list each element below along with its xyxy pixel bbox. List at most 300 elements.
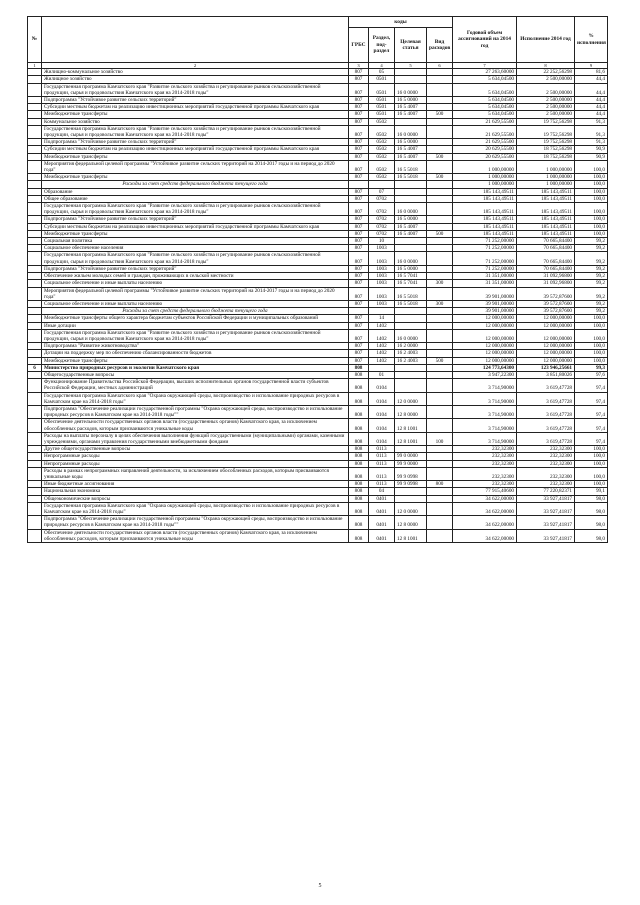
row-number bbox=[28, 118, 42, 125]
row-target-item-code bbox=[395, 188, 427, 195]
row-annual-allocation: 185 143,49511 bbox=[453, 188, 517, 195]
row-execution: 70 665,84400 bbox=[517, 238, 575, 245]
row-section-code: 1003 bbox=[369, 265, 395, 272]
row-annual-allocation: 31 351,00000 bbox=[453, 280, 517, 287]
row-execution: 1 000,00000 bbox=[517, 174, 575, 181]
row-target-item-code: 12 8 0000 bbox=[395, 405, 427, 418]
row-grbs-code: 807 bbox=[349, 273, 369, 280]
row-grbs-code: 807 bbox=[349, 146, 369, 153]
row-annual-allocation: 34 622,00000 bbox=[453, 495, 517, 502]
row-expense-type-code bbox=[427, 343, 453, 350]
row-execution-percent: 44,4 bbox=[575, 111, 608, 118]
row-target-item-code bbox=[395, 308, 427, 315]
row-execution-percent: 99,2 bbox=[575, 280, 608, 287]
row-section-code: 0502 bbox=[369, 174, 395, 181]
row-name: Подпрограмма "Устойчивое развитие сельских территорий" bbox=[42, 97, 349, 104]
row-grbs-code: 808 bbox=[349, 446, 369, 453]
row-execution: 33 927,41817 bbox=[517, 502, 575, 515]
table-row bbox=[28, 245, 608, 252]
row-section-code: 1003 bbox=[369, 300, 395, 307]
row-number bbox=[28, 97, 42, 104]
row-execution: 232,32300 bbox=[517, 460, 575, 467]
table-row bbox=[28, 203, 608, 216]
row-grbs-code: 808 bbox=[349, 392, 369, 405]
row-number bbox=[28, 139, 42, 146]
row-expense-type-code bbox=[427, 329, 453, 342]
row-section-code: 05 bbox=[369, 69, 395, 76]
row-execution-percent: 99,2 bbox=[575, 245, 608, 252]
row-execution: 33 927,41817 bbox=[517, 529, 575, 542]
row-name: Подпрограмма "Развитие животноводства" bbox=[42, 343, 349, 350]
row-execution-percent: 100,0 bbox=[575, 467, 608, 480]
row-section-code: 04 bbox=[369, 488, 395, 495]
header-target-item: Целевая статья bbox=[395, 28, 427, 63]
row-name: Подпрограмма "Обеспечение реализации государственной программы "Охрана окружающей среды, воспроизводство и использование природных ресурсов в Камчатском крае на 2014-2018 годы"" bbox=[42, 405, 349, 418]
row-grbs-code: 807 bbox=[349, 350, 369, 357]
row-annual-allocation: 34 622,00000 bbox=[453, 502, 517, 515]
row-execution-percent: 100,0 bbox=[575, 216, 608, 223]
row-annual-allocation: 5 634,04500 bbox=[453, 83, 517, 96]
row-section-code: 1003 bbox=[369, 245, 395, 252]
row-execution-percent: 98,0 bbox=[575, 516, 608, 529]
row-execution-percent: 81,6 bbox=[575, 69, 608, 76]
row-expense-type-code: 500 bbox=[427, 357, 453, 364]
row-target-item-code bbox=[395, 371, 427, 378]
row-target-item-code: 16 5 0000 bbox=[395, 216, 427, 223]
row-grbs-code: 807 bbox=[349, 245, 369, 252]
row-target-item-code: 16 5 0000 bbox=[395, 97, 427, 104]
row-execution-percent: 100,0 bbox=[575, 174, 608, 181]
row-execution-percent: 97,4 bbox=[575, 405, 608, 418]
row-section-code: 0113 bbox=[369, 481, 395, 488]
row-section-code: 0502 bbox=[369, 153, 395, 160]
row-annual-allocation: 5 634,04500 bbox=[453, 104, 517, 111]
row-number bbox=[28, 153, 42, 160]
row-grbs-code: 807 bbox=[349, 252, 369, 265]
row-expense-type-code bbox=[427, 419, 453, 432]
table-row bbox=[28, 238, 608, 245]
row-annual-allocation: 12 000,00000 bbox=[453, 357, 517, 364]
table-row bbox=[28, 104, 608, 111]
row-annual-allocation: 3 714,90000 bbox=[453, 379, 517, 392]
table-row bbox=[28, 350, 608, 357]
table-row bbox=[28, 118, 608, 125]
row-grbs-code: 807 bbox=[349, 195, 369, 202]
row-section-code: 1003 bbox=[369, 273, 395, 280]
row-execution: 1 000,00000 bbox=[517, 160, 575, 173]
row-annual-allocation: 3 714,90000 bbox=[453, 419, 517, 432]
row-section-code: 0501 bbox=[369, 83, 395, 96]
row-grbs-code: 807 bbox=[349, 230, 369, 237]
row-annual-allocation: 185 143,49511 bbox=[453, 230, 517, 237]
row-grbs-code: 807 bbox=[349, 357, 369, 364]
row-name: Общеэкономические вопросы bbox=[42, 495, 349, 502]
row-expense-type-code bbox=[427, 502, 453, 515]
row-target-item-code bbox=[395, 118, 427, 125]
row-section-code: 0502 bbox=[369, 139, 395, 146]
row-name: Обеспечение деятельности государственных органов власти (государственных органов) Камчатского края, за исключением обособленных расходов, которым присваиваются уникальные коды bbox=[42, 419, 349, 432]
row-expense-type-code bbox=[427, 308, 453, 315]
row-execution: 39 572,87600 bbox=[517, 308, 575, 315]
row-execution-percent: 100,0 bbox=[575, 322, 608, 329]
row-annual-allocation: 27 263,60000 bbox=[453, 69, 517, 76]
row-execution-percent: 99,2 bbox=[575, 273, 608, 280]
row-name: Мероприятия федеральной целевой программы "Устойчивое развитие сельских территорий на 2014-2017 годы и на период до 2020 года" bbox=[42, 287, 349, 300]
row-section-code: 0502 bbox=[369, 146, 395, 153]
row-expense-type-code bbox=[427, 446, 453, 453]
row-section-code bbox=[369, 364, 395, 371]
row-grbs-code: 808 bbox=[349, 467, 369, 480]
row-section-code: 0104 bbox=[369, 405, 395, 418]
row-expense-type-code bbox=[427, 83, 453, 96]
row-execution: 3 619,47728 bbox=[517, 392, 575, 405]
row-name: Другие общегосударственные вопросы bbox=[42, 446, 349, 453]
row-target-item-code: 16 5 4007 bbox=[395, 104, 427, 111]
row-target-item-code bbox=[395, 322, 427, 329]
table-row bbox=[28, 139, 608, 146]
row-target-item-code: 99 9 0998 bbox=[395, 467, 427, 480]
row-execution-percent: 91,3 bbox=[575, 125, 608, 138]
budget-report-page bbox=[27, 16, 607, 543]
row-grbs-code: 808 bbox=[349, 516, 369, 529]
table-row bbox=[28, 357, 608, 364]
row-execution-percent: 100,0 bbox=[575, 181, 608, 188]
column-number: 1 bbox=[28, 63, 42, 69]
row-section-code bbox=[369, 181, 395, 188]
row-number bbox=[28, 230, 42, 237]
row-number bbox=[28, 322, 42, 329]
row-annual-allocation: 12 000,00000 bbox=[453, 329, 517, 342]
table-row bbox=[28, 495, 608, 502]
row-execution: 2 500,00000 bbox=[517, 111, 575, 118]
row-expense-type-code bbox=[427, 69, 453, 76]
row-execution-percent: 97,4 bbox=[575, 392, 608, 405]
row-section-code: 0401 bbox=[369, 529, 395, 542]
table-row bbox=[28, 405, 608, 418]
row-grbs-code: 808 bbox=[349, 488, 369, 495]
row-annual-allocation: 3 714,90000 bbox=[453, 432, 517, 445]
row-number bbox=[28, 432, 42, 445]
table-row bbox=[28, 160, 608, 173]
row-execution-percent: 98,0 bbox=[575, 502, 608, 515]
row-number bbox=[28, 265, 42, 272]
row-grbs-code: 807 bbox=[349, 203, 369, 216]
row-execution: 31 092,96800 bbox=[517, 273, 575, 280]
row-section-code: 1402 bbox=[369, 350, 395, 357]
row-section-code: 0702 bbox=[369, 230, 395, 237]
row-grbs-code: 808 bbox=[349, 432, 369, 445]
row-number bbox=[28, 188, 42, 195]
row-number bbox=[28, 287, 42, 300]
row-annual-allocation: 39 901,00000 bbox=[453, 308, 517, 315]
row-execution: 2 500,00000 bbox=[517, 83, 575, 96]
row-expense-type-code bbox=[427, 195, 453, 202]
row-target-item-code bbox=[395, 181, 427, 188]
row-number bbox=[28, 350, 42, 357]
row-section-code: 0113 bbox=[369, 453, 395, 460]
row-target-item-code: 16 5 4007 bbox=[395, 223, 427, 230]
row-section-code: 0702 bbox=[369, 216, 395, 223]
row-grbs-code: 808 bbox=[349, 453, 369, 460]
table-row bbox=[28, 379, 608, 392]
row-execution: 2 500,00000 bbox=[517, 76, 575, 83]
row-execution: 18 752,56298 bbox=[517, 146, 575, 153]
row-annual-allocation: 21 629,55500 bbox=[453, 118, 517, 125]
row-target-item-code: 99 9 0998 bbox=[395, 481, 427, 488]
row-execution: 70 665,84400 bbox=[517, 245, 575, 252]
row-execution-percent: 99,3 bbox=[575, 364, 608, 371]
row-target-item-code: 16 5 4007 bbox=[395, 153, 427, 160]
row-annual-allocation: 185 143,49511 bbox=[453, 195, 517, 202]
row-execution-percent: 44,4 bbox=[575, 83, 608, 96]
row-expense-type-code: 100 bbox=[427, 432, 453, 445]
row-name: Обеспечение жильем молодых семей и граждан, проживающих в сельской местности bbox=[42, 273, 349, 280]
column-number: 4 bbox=[369, 63, 395, 69]
row-number bbox=[28, 238, 42, 245]
table-row bbox=[28, 153, 608, 160]
row-expense-type-code bbox=[427, 495, 453, 502]
row-execution-percent: 100,0 bbox=[575, 160, 608, 173]
row-name: Министерство природных ресурсов и экологии Камчатского края bbox=[42, 364, 349, 371]
row-execution: 1 000,00000 bbox=[517, 181, 575, 188]
row-execution: 18 752,56298 bbox=[517, 153, 575, 160]
row-grbs-code: 807 bbox=[349, 265, 369, 272]
row-section-code: 1003 bbox=[369, 280, 395, 287]
row-number bbox=[28, 111, 42, 118]
row-expense-type-code bbox=[427, 223, 453, 230]
row-expense-type-code bbox=[427, 467, 453, 480]
row-expense-type-code bbox=[427, 405, 453, 418]
row-expense-type-code bbox=[427, 203, 453, 216]
row-section-code: 1402 bbox=[369, 357, 395, 364]
table-row bbox=[28, 111, 608, 118]
row-execution-percent: 100,0 bbox=[575, 223, 608, 230]
row-section-code: 1402 bbox=[369, 329, 395, 342]
row-expense-type-code: 800 bbox=[427, 481, 453, 488]
row-target-item-code: 16 2 4003 bbox=[395, 357, 427, 364]
row-name: Подпрограмма "Устойчивое развитие сельских территорий" bbox=[42, 265, 349, 272]
header-execution: Исполнение 2014 год bbox=[517, 17, 575, 63]
row-annual-allocation: 20 629,55500 bbox=[453, 146, 517, 153]
row-target-item-code bbox=[395, 76, 427, 83]
table-row bbox=[28, 125, 608, 138]
row-number bbox=[28, 83, 42, 96]
table-row bbox=[28, 181, 608, 188]
table-row bbox=[28, 329, 608, 342]
header-codes: коды bbox=[349, 17, 453, 28]
row-expense-type-code bbox=[427, 453, 453, 460]
row-grbs-code: 808 bbox=[349, 495, 369, 502]
row-execution: 185 143,49511 bbox=[517, 188, 575, 195]
row-execution-percent: 100,0 bbox=[575, 343, 608, 350]
row-grbs-code: 808 bbox=[349, 371, 369, 378]
row-number bbox=[28, 300, 42, 307]
row-name: Общее образование bbox=[42, 195, 349, 202]
row-section-code bbox=[369, 308, 395, 315]
row-target-item-code bbox=[395, 238, 427, 245]
row-section-code: 0501 bbox=[369, 97, 395, 104]
row-name: Расходы за счет средств федерального бюджета текущего года bbox=[42, 308, 349, 315]
table-row bbox=[28, 230, 608, 237]
table-row bbox=[28, 453, 608, 460]
row-name: Социальное обеспечение и иные выплаты населению bbox=[42, 280, 349, 287]
row-expense-type-code: 500 bbox=[427, 174, 453, 181]
row-annual-allocation: 1 000,00000 bbox=[453, 174, 517, 181]
row-number bbox=[28, 481, 42, 488]
row-execution-percent: 100,0 bbox=[575, 329, 608, 342]
row-number bbox=[28, 245, 42, 252]
row-number bbox=[28, 280, 42, 287]
row-execution: 185 143,49511 bbox=[517, 230, 575, 237]
row-section-code: 0702 bbox=[369, 223, 395, 230]
row-name: Субсидии местным бюджетам на реализацию инвестиционных мероприятий государственной программы Камчатского края bbox=[42, 223, 349, 230]
row-execution-percent: 100,0 bbox=[575, 203, 608, 216]
row-grbs-code: 807 bbox=[349, 343, 369, 350]
row-section-code: 0401 bbox=[369, 502, 395, 515]
row-expense-type-code bbox=[427, 188, 453, 195]
row-target-item-code bbox=[395, 379, 427, 392]
row-number bbox=[28, 495, 42, 502]
row-execution-percent: 90,9 bbox=[575, 146, 608, 153]
row-name: Государственная программа Камчатского края "Развитие сельского хозяйства и регулирование рынков сельскохозяйственной продукции, сырья и продовольствия Камчатского края на 2014-2018 годы" bbox=[42, 203, 349, 216]
row-grbs-code: 807 bbox=[349, 329, 369, 342]
table-row bbox=[28, 188, 608, 195]
row-name: Государственная программа Камчатского края "Развитие сельского хозяйства и регулирование рынков сельскохозяйственной продукции, сырья и продовольствия Камчатского края на 2014-2018 годы" bbox=[42, 83, 349, 96]
header-name bbox=[42, 17, 349, 63]
row-section-code: 0702 bbox=[369, 195, 395, 202]
row-grbs-code bbox=[349, 308, 369, 315]
row-target-item-code: 16 5 5018 bbox=[395, 300, 427, 307]
row-grbs-code: 807 bbox=[349, 223, 369, 230]
row-grbs-code: 808 bbox=[349, 364, 369, 371]
row-annual-allocation: 12 000,00000 bbox=[453, 322, 517, 329]
row-name: Подпрограмма "Устойчивое развитие сельских территорий" bbox=[42, 216, 349, 223]
row-target-item-code: 12 8 0000 bbox=[395, 516, 427, 529]
header-grbs: ГРБС bbox=[349, 28, 369, 63]
row-section-code: 0113 bbox=[369, 467, 395, 480]
row-execution-percent: 100,0 bbox=[575, 195, 608, 202]
column-number: 8 bbox=[517, 63, 575, 69]
row-grbs-code: 807 bbox=[349, 300, 369, 307]
row-section-code: 0401 bbox=[369, 495, 395, 502]
row-number bbox=[28, 308, 42, 315]
row-execution: 19 752,56298 bbox=[517, 125, 575, 138]
row-expense-type-code bbox=[427, 350, 453, 357]
row-execution: 12 000,00000 bbox=[517, 343, 575, 350]
row-execution-percent: 91,3 bbox=[575, 118, 608, 125]
table-row bbox=[28, 432, 608, 445]
column-number: 2 bbox=[42, 63, 349, 69]
column-number: 3 bbox=[349, 63, 369, 69]
row-section-code: 0502 bbox=[369, 160, 395, 173]
row-section-code: 0502 bbox=[369, 125, 395, 138]
row-name: Мероприятия федеральной целевой программы "Устойчивое развитие сельских территорий на 2014-2017 годы и на период до 2020 года" bbox=[42, 160, 349, 173]
row-section-code: 1402 bbox=[369, 343, 395, 350]
row-execution: 3 619,47728 bbox=[517, 405, 575, 418]
row-execution-percent: 99,2 bbox=[575, 287, 608, 300]
row-execution-percent: 98,0 bbox=[575, 495, 608, 502]
row-grbs-code: 807 bbox=[349, 118, 369, 125]
row-annual-allocation: 12 000,00000 bbox=[453, 350, 517, 357]
row-execution: 19 752,56298 bbox=[517, 118, 575, 125]
row-execution-percent: 90,9 bbox=[575, 153, 608, 160]
row-name: Иные бюджетные ассигнования bbox=[42, 481, 349, 488]
row-annual-allocation: 71 252,00000 bbox=[453, 265, 517, 272]
row-annual-allocation: 5 634,04500 bbox=[453, 97, 517, 104]
row-grbs-code: 807 bbox=[349, 76, 369, 83]
row-expense-type-code bbox=[427, 371, 453, 378]
row-execution-percent: 97,4 bbox=[575, 432, 608, 445]
row-execution-percent: 99,2 bbox=[575, 252, 608, 265]
row-execution-percent: 91,3 bbox=[575, 139, 608, 146]
row-name: Расходы в рамках непрограммных направлений деятельности, за исключением обособленных расходов, которым присваиваются уникальные коды bbox=[42, 467, 349, 480]
row-name: Государственная программа Камчатского края "Развитие сельского хозяйства и регулирование рынков сельскохозяйственной продукции, сырья и продовольствия Камчатского края на 2014-2018 годы" bbox=[42, 252, 349, 265]
row-name: Государственная программа Камчатского края "Охрана окружающей среды, воспроизводство и использование природных ресурсов в Камчатском крае на 2014-2018 годы" bbox=[42, 502, 349, 515]
row-annual-allocation: 71 252,00000 bbox=[453, 252, 517, 265]
table-row bbox=[28, 69, 608, 76]
row-number bbox=[28, 392, 42, 405]
row-grbs-code: 808 bbox=[349, 481, 369, 488]
row-grbs-code: 808 bbox=[349, 529, 369, 542]
row-number bbox=[28, 203, 42, 216]
row-execution: 31 092,96800 bbox=[517, 280, 575, 287]
row-name: Социальное обеспечение и иные выплаты населению bbox=[42, 300, 349, 307]
row-execution: 232,32300 bbox=[517, 453, 575, 460]
column-number: 9 bbox=[575, 63, 608, 69]
row-number bbox=[28, 467, 42, 480]
row-target-item-code bbox=[395, 245, 427, 252]
row-annual-allocation: 3 714,90000 bbox=[453, 405, 517, 418]
row-execution: 77 220,82371 bbox=[517, 488, 575, 495]
row-number bbox=[28, 223, 42, 230]
row-number bbox=[28, 419, 42, 432]
row-expense-type-code bbox=[427, 139, 453, 146]
table-row bbox=[28, 467, 608, 480]
row-target-item-code bbox=[395, 364, 427, 371]
row-section-code: 0113 bbox=[369, 446, 395, 453]
row-expense-type-code bbox=[427, 97, 453, 104]
row-target-item-code: 16 2 4003 bbox=[395, 350, 427, 357]
row-target-item-code: 12 0 0000 bbox=[395, 392, 427, 405]
table-row bbox=[28, 174, 608, 181]
row-execution-percent: 100,0 bbox=[575, 357, 608, 364]
row-execution: 232,32300 bbox=[517, 481, 575, 488]
row-execution-percent: 99,2 bbox=[575, 238, 608, 245]
header-expense-type: Вид расходов bbox=[427, 28, 453, 63]
row-execution: 22 252,56298 bbox=[517, 69, 575, 76]
row-name: Дотации на поддержку мер по обеспечению сбалансированности бюджетов bbox=[42, 350, 349, 357]
row-section-code: 0104 bbox=[369, 419, 395, 432]
column-number: 5 bbox=[395, 63, 427, 69]
row-number bbox=[28, 343, 42, 350]
row-name: Подпрограмма "Устойчивое развитие сельских территорий" bbox=[42, 139, 349, 146]
row-section-code: 0113 bbox=[369, 460, 395, 467]
row-section-code: 07 bbox=[369, 188, 395, 195]
row-execution-percent: 97,4 bbox=[575, 379, 608, 392]
row-name: Непрограммные расходы bbox=[42, 460, 349, 467]
row-number bbox=[28, 357, 42, 364]
row-number bbox=[28, 104, 42, 111]
table-row bbox=[28, 195, 608, 202]
row-execution-percent: 100,0 bbox=[575, 446, 608, 453]
row-annual-allocation: 39 901,00000 bbox=[453, 287, 517, 300]
row-grbs-code: 807 bbox=[349, 83, 369, 96]
row-section-code: 0104 bbox=[369, 379, 395, 392]
table-header bbox=[28, 17, 608, 69]
row-number bbox=[28, 529, 42, 542]
row-section-code: 01 bbox=[369, 371, 395, 378]
row-number bbox=[28, 371, 42, 378]
